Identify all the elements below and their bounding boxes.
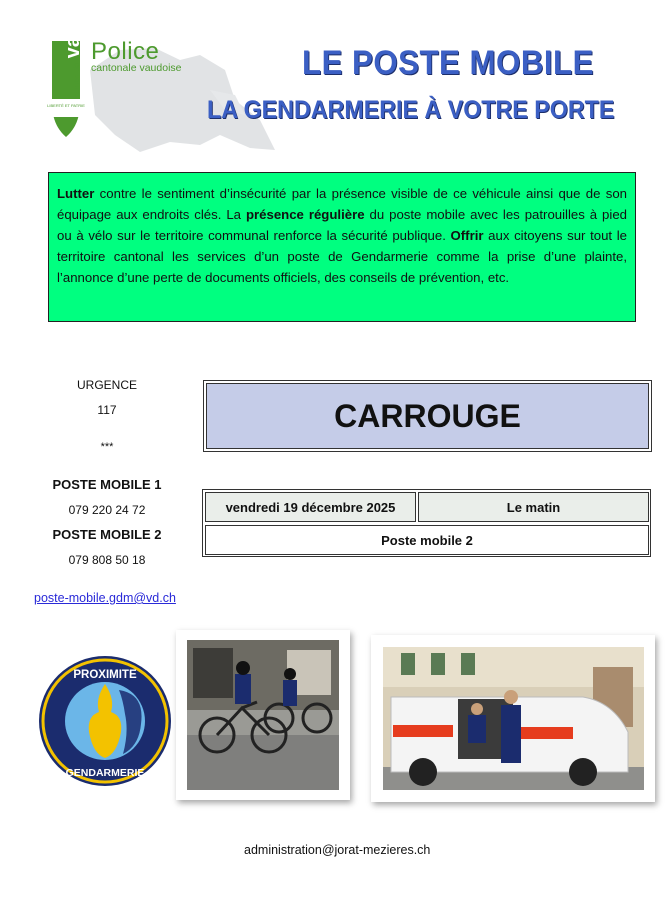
contact-email-link[interactable]: poste-mobile.gdm@vd.ch — [34, 591, 176, 605]
intro-bold-1: Lutter — [57, 186, 95, 201]
schedule-period: Le matin — [418, 492, 649, 522]
intro-text-1: contre le sentiment d’insécurité par la présence visible de ce véhicule ainsi que de son équipage aux endroits clés. La — [57, 186, 627, 222]
schedule-unit: Poste mobile 2 — [205, 525, 649, 555]
bike-patrol-photo-frame — [176, 630, 350, 800]
intro-bold-2: présence régulière — [245, 207, 365, 222]
mobile-van-photo-frame — [371, 635, 655, 802]
separator: *** — [100, 441, 114, 453]
poste-mobile-1-label: POSTE MOBILE 1 — [52, 477, 162, 492]
poste-mobile-2-label: POSTE MOBILE 2 — [52, 527, 162, 542]
badge-top-text: PROXIMITE — [73, 669, 137, 681]
badge-bottom-text: GENDARMERIE — [65, 767, 145, 779]
page-title: LE POSTE MOBILE — [302, 44, 594, 82]
proximite-gendarmerie-badge — [37, 654, 173, 788]
logo-cantonale: cantonale vaudoise — [91, 62, 182, 74]
urgence-label: URGENCE — [76, 378, 137, 392]
schedule-date: vendredi 19 décembre 2025 — [205, 492, 416, 522]
logo-vaud-text — [62, 11, 84, 102]
city-box — [203, 380, 652, 452]
footer-email[interactable]: administration@jorat-mezieres.ch — [244, 843, 431, 857]
intro-box — [48, 172, 636, 322]
city-name: CARROUGE — [334, 397, 521, 434]
logo-vaud: vaud — [62, 11, 84, 59]
urgence-number: 117 — [97, 403, 117, 417]
intro-bold-3: Offrir — [450, 228, 484, 243]
schedule-table — [202, 489, 651, 557]
mobile-van-photo — [383, 647, 644, 790]
intro-text-3: aux citoyens sur tout le territoire cantonal les services d’un poste de Gendarmerie comme la prise d’une plainte, l’annonce d’une perte de documents officiels, des conseils de prévention, etc. — [57, 228, 627, 285]
poste-mobile-1-phone[interactable]: 079 220 24 72 — [68, 503, 146, 517]
poste-mobile-2-phone[interactable]: 079 808 50 18 — [68, 553, 146, 567]
page-subtitle: LA GENDARMERIE À VOTRE PORTE — [207, 96, 615, 124]
bike-patrol-photo — [187, 640, 339, 790]
logo-police: Police — [91, 38, 160, 65]
logo-canton: canton de — [72, 62, 81, 98]
logo-motto: LIBERTÉ ET PATRIE — [47, 103, 85, 108]
intro-text-2: du poste mobile avec les patrouilles à pied ou à vélo sur le territoire communal renforce la sécurité publique. — [57, 207, 627, 243]
